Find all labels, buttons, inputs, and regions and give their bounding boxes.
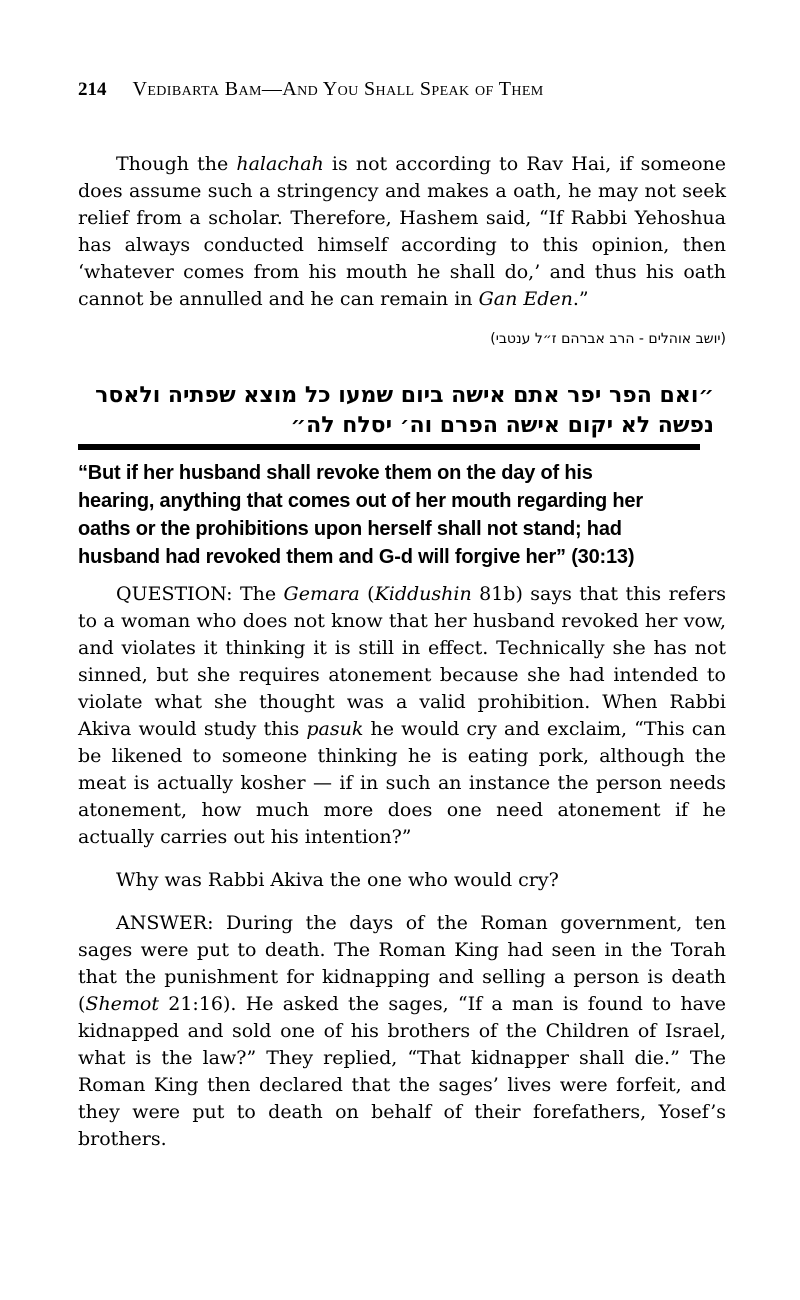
text-run: is not according to Rav Hai, if someone does assume such a stringency and makes a oath, he may not seek relief from a scholar. Therefore, Hashem said, “If Rabbi Yehoshua has always conducted himself according to this opinion, then ‘whatever comes from his mouth he shall do,’ and thus his oath cannot be annulled and he can remain in: [78, 153, 726, 310]
divider-rule: [78, 444, 700, 450]
text-run: 21:16). He asked the sages, “If a man is found to have kidnapped and sold one of his brothers of the Children of Israel, what is the law?” They replied, “That kidnapper shall die.” The Roman King then declared that the sages’ lives were forfeit, and they were put to death on behalf of their forefathers, Yosef’s brothers.: [78, 993, 726, 1150]
running-header: [78, 78, 726, 101]
verse-translation-line: hearing, anything that comes out of her mouth regarding her: [78, 490, 643, 512]
verse-translation-heading: [78, 459, 726, 571]
hebrew-verse-line-1: ״ואם הפר יפר אתם אישה ביום שמעו כל מוצא שפתיה ולאסר: [95, 383, 714, 408]
page-number: 214: [78, 79, 107, 100]
verse-translation-line: husband had revoked them and G-d will forgive her” (30:13): [78, 546, 635, 568]
text-run: ANSWER: During the days of the Roman government, ten sages were put to death. The Roman King had seen in the Torah that the punishment for kidnapping and selling a person is death (: [78, 912, 726, 1015]
hebrew-verse-line-2: נפשה לא יקום אישה הפרם וה׳ יסלח לה״: [290, 413, 714, 438]
answer-paragraph: [78, 910, 726, 1153]
verse-translation-line: “But if her husband shall revoke them on the day of his: [78, 462, 593, 484]
hebrew-verse-heading: [78, 381, 726, 441]
verse-translation-line: oaths or the prohibitions upon herself shall not stand; had: [78, 518, 622, 540]
text-run: QUESTION: The: [116, 583, 284, 605]
text-run-italic: halachah: [236, 153, 324, 175]
text-run-italic: Shemot: [85, 993, 160, 1015]
book-title: Vedibarta Bam—And You Shall Speak of Them: [132, 78, 544, 100]
text-run-italic: Gemara: [283, 583, 360, 605]
text-run: he would cry and exclaim, “This can be likened to someone thinking he is eating pork, although the meat is actually kosher — if in such an instance the person needs atonement, how much more does one need atonement if he actually carries out his intention?”: [78, 718, 726, 848]
text-run: .”: [572, 288, 589, 310]
text-run: Though the: [116, 153, 237, 175]
text-run: 81b) says that this refers to a woman who does not know that her husband revoked her vow, and violates it thinking it is still in effect. Technically she has not sinned, but she requires atonement because she had intended to violate what she thought was a valid prohibition. When Rabbi Akiva would study this: [78, 583, 727, 740]
why-paragraph: Why was Rabbi Akiva the one who would cry?: [116, 869, 559, 891]
text-run-italic: Kiddushin: [374, 583, 472, 605]
text-run-italic: Gan Eden: [478, 288, 573, 310]
text-run: (: [359, 583, 375, 605]
hebrew-source-citation: (יושב אוהלים - הרב אברהם ז״ל ענטבי): [490, 331, 726, 347]
intro-paragraph: [78, 151, 726, 313]
question-paragraph: [78, 581, 726, 851]
text-run-italic: pasuk: [306, 718, 364, 740]
